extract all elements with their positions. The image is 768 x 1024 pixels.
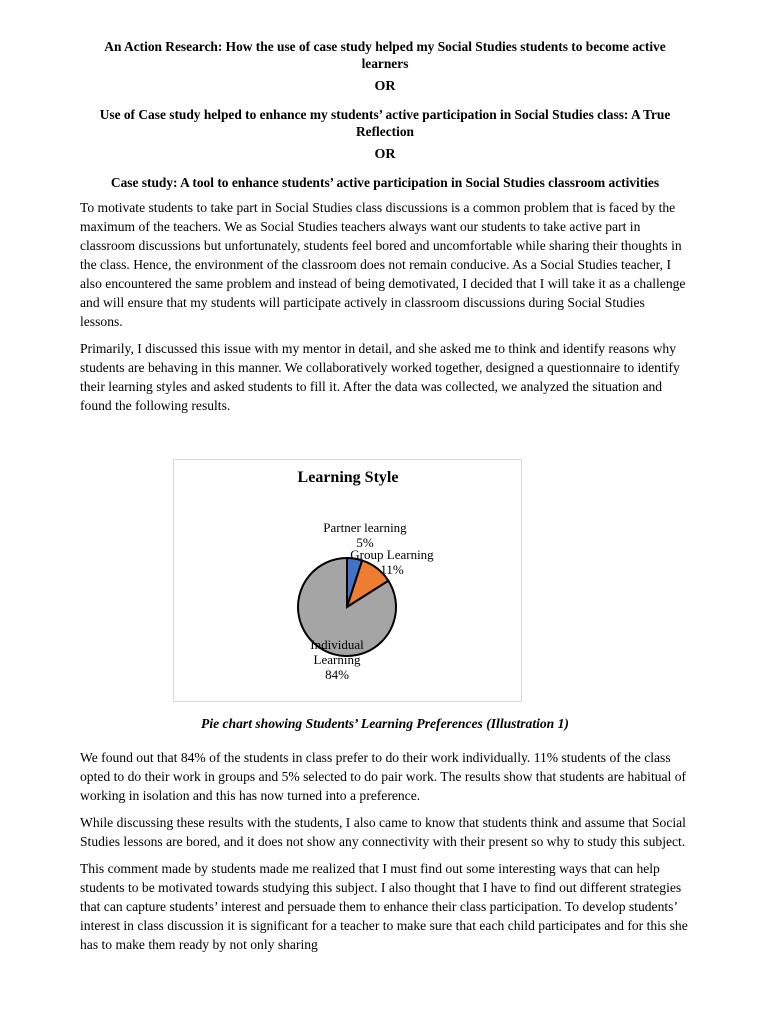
pie-chart [174,460,521,701]
title-3: Case study: A tool to enhance students’ active participation in Social Studies classroom activities [110,175,660,190]
chart-caption: Pie chart showing Students’ Learning Preferences (Illustration 1) [201,716,569,731]
chart-title: Learning Style [297,469,399,486]
pie-label-individual-learning: Individual Learning 84% [310,637,364,682]
paragraph-strategies: This comment made by students made me realized that I must find out some interesting ways that can help students to be motivated towards studying this subject. I also thought that I have to find out different strategies that can capture students’ interest and persuade them to enhance their class participation. To develop students’ interest in class discussion it is significant for a teacher to make sure that each child participates and for this she has to make them ready by not only sharing [80,861,688,952]
paragraph-mentor: Primarily, I discussed this issue with my mentor in detail, and she asked me to think and identify reasons why students are behaving in this manner. We collaboratively worked together, designed a questionnaire to identify their learning styles and asked students to fill it. After the data was collected, we analyzed the situation and found the following results. [80,341,680,413]
title-2: Use of Case study helped to enhance my students’ active participation in Social Studies class: A True Reflection [99,107,671,139]
paragraph-intro: To motivate students to take part in Social Studies class discussions is a common problem that is faced by the maximum of the teachers. We as Social Studies teachers always want our students to take active part in classroom discussions but unfortunately, students feel bored and uncomfortable while sharing their thoughts in the class. Hence, the environment of the classroom does not remain conducive. As a Social Studies teacher, I also encountered the same problem and instead of being demotivated, I decided that I will take it as a challenge and will ensure that my students will participate actively in classroom discussions during Social Studies lessons. [80,200,686,329]
pie-label-group-learning: Group Learning 11% [350,547,434,577]
or-divider-1: OR [374,79,396,94]
document-body-lower [80,748,690,962]
title-1: An Action Research: How the use of case study helped my Social Studies students to become active learners [104,39,666,71]
pie-label-partner-learning: Partner learning 5% [323,520,407,550]
paragraph-results: We found out that 84% of the students in class prefer to do their work individually. 11% students of the class opted to do their work in groups and 5% selected to do pair work. The results show that students are habitual of working in isolation and this has now turned into a preference. [80,750,687,803]
or-divider-2: OR [374,147,396,162]
paragraph-discussion: While discussing these results with the students, I also came to know that students think and assume that Social Studies lessons are bored, and it does not show any connectivity with their present so why to study this subject. [80,815,686,849]
pie-chart-frame [173,459,522,702]
document-header [80,38,690,423]
